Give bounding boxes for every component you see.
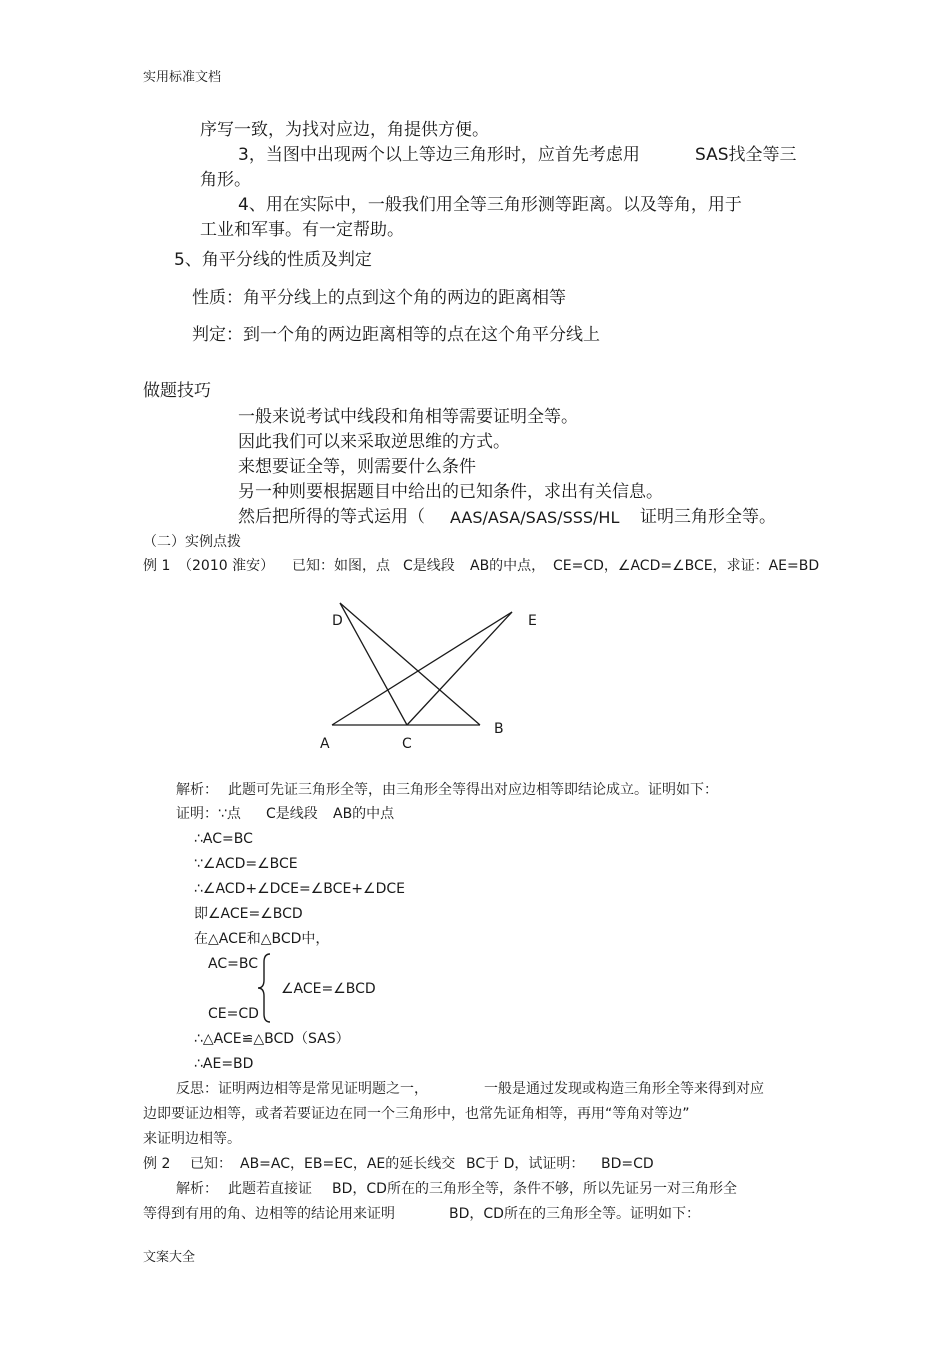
example-2-given: BD=CD (601, 1156, 654, 1172)
proof-step: ∴∠ACD+∠DCE=∠BCE+∠DCE (194, 881, 405, 897)
point-label-a: A (320, 736, 330, 752)
proof-result: ∴AE=BD (194, 1056, 254, 1072)
system-top: AC=BC (208, 956, 258, 972)
tip-line: 因此我们可以来采取逆思维的方式。 (238, 432, 510, 452)
intro-item-4-end: 工业和军事。有一定帮助。 (200, 220, 404, 240)
intro-item-4: 4、用在实际中，一般我们用全等三角形测等距离。以及等角，用于 (238, 195, 742, 215)
example-1-given: 已知：如图，点 (292, 558, 390, 574)
example-2-analysis: 等得到有用的角、边相等的结论用来证明 (143, 1206, 395, 1222)
example-1-given: AB的中点， (470, 558, 546, 574)
proof-conclusion: ∴△ACE≌△BCD（SAS） (194, 1031, 350, 1047)
point-label-d: D (332, 613, 343, 629)
reflection-line: 反思：证明两边相等是常见证明题之一， (176, 1081, 428, 1097)
example-1-label: 例 1 (143, 558, 171, 574)
page-footer: 文案大全 (143, 1250, 196, 1265)
tip-line-last: 然后把所得的等式运用（ (238, 507, 425, 527)
examples-title: （二）实例点拨 (143, 534, 241, 550)
tip-line: 来想要证全等，则需要什么条件 (238, 457, 476, 477)
reflection-line: 一般是通过发现或构造三角形全等来得到对应 (484, 1081, 764, 1097)
proof-intro: 证明：∵点 (176, 806, 241, 822)
intro-item-3-end: 角形。 (200, 170, 251, 190)
proof-intro: AB的中点 (333, 806, 395, 822)
bisector-criterion: 判定：到一个角的两边距离相等的点在这个角平分线上 (192, 325, 600, 345)
tip-line: 另一种则要根据题目中给出的已知条件，求出有关信息。 (238, 482, 663, 502)
analysis-text: 此题可先证三角形全等，由三角形全等得出对应边相等即结论成立。证明如下： (228, 782, 718, 798)
page-header: 实用标准文档 (143, 70, 222, 85)
system-middle: ∠ACE=∠BCD (281, 981, 376, 997)
example-2-given: BC于 D，试证明： (466, 1156, 585, 1172)
reflection-line: 边即要证边相等，或者若要证边在同一个三角形中，也常先证角相等，再用“等角对等边” (143, 1106, 690, 1122)
segment-dc (340, 603, 407, 725)
proof-step: 即∠ACE=∠BCD (194, 906, 303, 922)
example-2-analysis: 此题若直接证 (228, 1181, 312, 1197)
proof-step: ∵∠ACD=∠BCE (194, 856, 298, 872)
intro-line: 序写一致，为找对应边，角提供方便。 (200, 120, 489, 140)
tip-line: 一般来说考试中线段和角相等需要证明全等。 (238, 407, 578, 427)
tip-line-last-end: 证明三角形全等。 (640, 507, 776, 527)
example-1-source: （2010 淮安） (178, 558, 275, 574)
example-2-given: 已知： (190, 1156, 232, 1172)
proof-intro: C是线段 (266, 806, 318, 822)
bisector-property: 性质：角平分线上的点到这个角的两边的距离相等 (192, 288, 566, 308)
example-1-given: CE=CD，∠ACD=∠BCE，求证：AE=BD (553, 558, 820, 574)
intro-item-3: 3，当图中出现两个以上等边三角形时，应首先考虑用 (238, 145, 640, 165)
point-label-c: C (402, 736, 412, 752)
proof-step: ∴AC=BC (194, 831, 253, 847)
section-5-title: 5、角平分线的性质及判定 (174, 250, 372, 270)
point-label-b: B (494, 721, 504, 737)
example-2-analysis: BD，CD所在的三角形全等。证明如下： (449, 1206, 700, 1222)
point-label-e: E (528, 613, 537, 629)
example-2-analysis: 解析： (176, 1181, 218, 1197)
reflection-line: 来证明边相等。 (143, 1131, 241, 1147)
example-2-label: 例 2 (143, 1156, 171, 1172)
example-1-given: C是线段 (403, 558, 455, 574)
analysis-label: 解析： (176, 782, 218, 798)
geometry-figure (310, 595, 550, 755)
proof-step: 在△ACE和△BCD中， (194, 931, 330, 947)
example-2-analysis: BD，CD所在的三角形全等，条件不够，所以先证另一对三角形全 (332, 1181, 737, 1197)
example-2-given: AB=AC，EB=EC，AE的延长线交 (240, 1156, 456, 1172)
tips-title: 做题技巧 (143, 381, 211, 401)
intro-item-3-sas: SAS找全等三 (695, 145, 797, 165)
system-bottom: CE=CD (208, 1006, 259, 1022)
tip-methods: AAS/ASA/SAS/SSS/HL (450, 508, 620, 527)
